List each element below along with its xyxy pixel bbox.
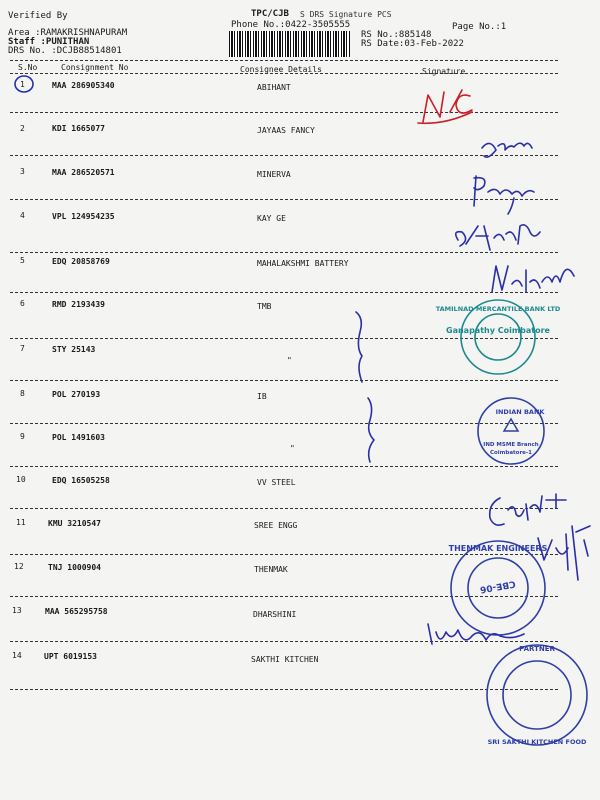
signature-row5 bbox=[492, 266, 574, 292]
row-sno: 11 bbox=[16, 518, 26, 527]
tmb-stamp-outer-text: TAMILNAD MERCANTILE BANK LTD bbox=[435, 305, 561, 313]
tmb-stamp-inner-text: Ganapathy Coimbatore bbox=[446, 326, 550, 335]
row-consignment: MAA 565295758 bbox=[45, 607, 108, 616]
indian-bank-logo-icon bbox=[504, 419, 518, 431]
row-sno: 12 bbox=[14, 562, 24, 571]
row-consignee: " bbox=[290, 444, 295, 453]
title-overlay: S DRS Signature PCS bbox=[300, 10, 392, 19]
col-header-sno: S.No bbox=[18, 63, 38, 72]
row-consignee: DHARSHINI bbox=[253, 610, 297, 619]
rs-number: RS No.:885148 bbox=[361, 30, 432, 40]
row-consignment: VPL 124954235 bbox=[52, 212, 115, 221]
row-sno: 13 bbox=[12, 606, 22, 615]
row-sno: 1 bbox=[20, 80, 25, 89]
row-consignment: EDQ 16505258 bbox=[52, 476, 110, 485]
row-sno: 9 bbox=[20, 432, 25, 441]
row-sno: 2 bbox=[20, 124, 25, 133]
row-sno: 14 bbox=[12, 651, 22, 660]
indian-bank-stamp bbox=[478, 398, 545, 464]
thenmak-stamp-outer-text: THENMAK ENGINEERS bbox=[448, 544, 548, 553]
row-sno: 10 bbox=[16, 475, 26, 484]
row-consignment: UPT 6019153 bbox=[44, 652, 97, 661]
sakthi-stamp-partner: PARTNER bbox=[519, 645, 555, 653]
row-consignment: POL 270193 bbox=[52, 390, 101, 399]
row-sno: 3 bbox=[20, 167, 25, 176]
row-consignee: " bbox=[287, 356, 292, 365]
page-number: Page No.:1 bbox=[452, 22, 507, 32]
row-consignee: ABIHANT bbox=[257, 83, 291, 92]
row-consignment: EDQ 20858769 bbox=[52, 257, 110, 266]
row-consignment: POL 1491603 bbox=[52, 433, 105, 442]
tmb-bank-stamp bbox=[436, 300, 561, 374]
signature-row2 bbox=[482, 143, 532, 157]
row-consignment: KMU 3210547 bbox=[48, 519, 101, 528]
row-consignee: TMB bbox=[257, 302, 272, 311]
row-consignment: TNJ 1000904 bbox=[48, 563, 101, 572]
nc-signature bbox=[418, 90, 472, 123]
phone-number: Phone No.:0422-3505555 bbox=[231, 20, 351, 30]
indian-bank-branch: IND MSME Branch bbox=[483, 442, 539, 448]
signature-row3 bbox=[474, 176, 534, 214]
col-header-consignee: Consignee Details bbox=[240, 65, 322, 74]
col-header-consignment: Consignment No bbox=[61, 63, 129, 72]
staff-label: Staff :PUNITHAN bbox=[8, 37, 90, 47]
row-consignee: SREE ENGG bbox=[254, 521, 298, 530]
row-consignee: VV STEEL bbox=[257, 478, 296, 487]
thenmak-stamp bbox=[449, 541, 548, 635]
thenmak-stamp-inner-text: CBE-06 bbox=[479, 577, 517, 595]
row-consignee: MAHALAKSHMI BATTERY bbox=[257, 259, 349, 268]
rs-date: RS Date:03-Feb-2022 bbox=[361, 39, 464, 49]
row-consignee: SAKTHI KITCHEN bbox=[251, 655, 319, 664]
sakthi-kitchen-stamp bbox=[487, 645, 587, 746]
row-consignee: IB bbox=[257, 392, 267, 401]
row1-circle-mark bbox=[15, 76, 33, 92]
brace-rows-6-7 bbox=[356, 312, 362, 382]
sheet-title: TPC/CJB bbox=[251, 9, 289, 19]
brace-rows-8-9 bbox=[368, 398, 374, 462]
indian-bank-city: Coimbatore-1 bbox=[489, 450, 533, 456]
row-consignee: THENMAK bbox=[254, 565, 288, 574]
row-consignee: KAY GE bbox=[257, 214, 286, 223]
row-consignment: STY 25143 bbox=[52, 345, 96, 354]
row-consignment: KDI 1665077 bbox=[52, 124, 105, 133]
row-sno: 7 bbox=[20, 344, 25, 353]
signature-row4 bbox=[456, 225, 540, 250]
verified-by-label: Verified By bbox=[8, 11, 68, 21]
nc-mark-text: N/C bbox=[430, 118, 432, 119]
row-consignment: MAA 286520571 bbox=[52, 168, 115, 177]
area-label: Area :RAMAKRISHNAPURAM bbox=[8, 28, 128, 38]
signature-row11 bbox=[538, 526, 590, 580]
drs-number: DRS No. :DCJB88514801 bbox=[8, 46, 122, 56]
row-consignment: RMD 2193439 bbox=[52, 300, 105, 309]
signature-row10 bbox=[490, 494, 566, 525]
row-sno: 5 bbox=[20, 256, 25, 265]
row-sno: 6 bbox=[20, 299, 25, 308]
row-consignee: JAYAAS FANCY bbox=[257, 126, 315, 135]
row-sno: 4 bbox=[20, 211, 25, 220]
col-header-signature: Signature bbox=[422, 67, 466, 76]
row-consignee: MINERVA bbox=[257, 170, 291, 179]
indian-bank-title: INDIAN BANK bbox=[495, 408, 545, 416]
sakthi-stamp-outer-text: SRI SAKTHI KITCHEN FOOD bbox=[487, 738, 587, 746]
row-consignment: MAA 286905340 bbox=[52, 81, 115, 90]
row-sno: 8 bbox=[20, 389, 25, 398]
